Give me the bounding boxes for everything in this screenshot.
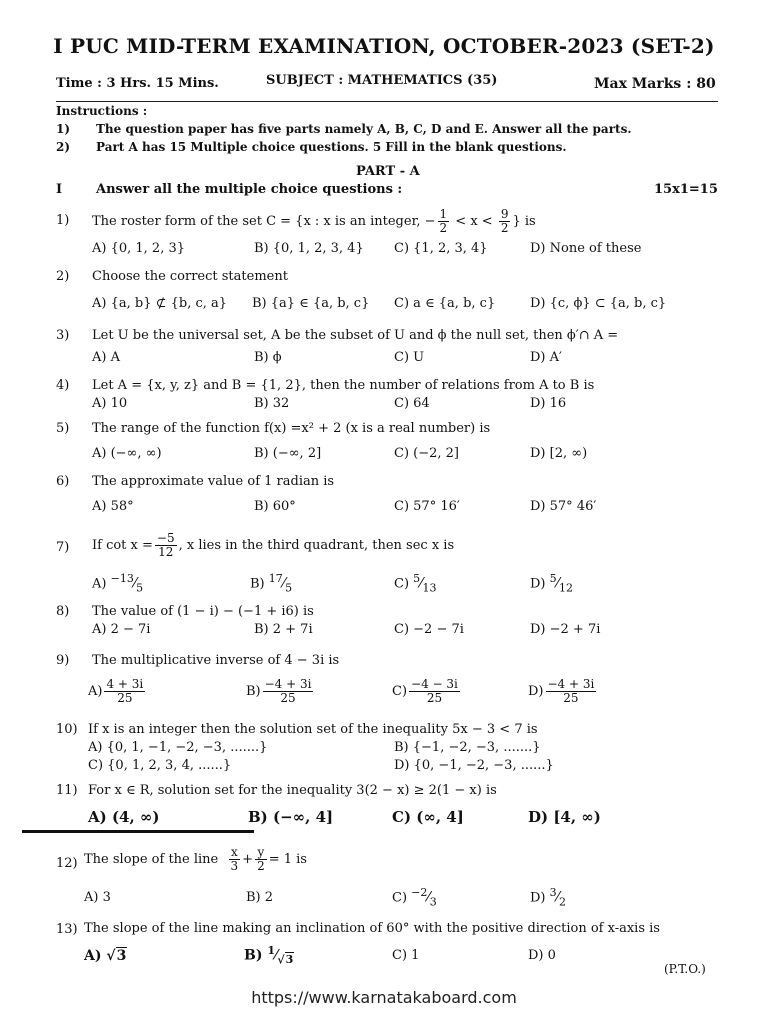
option-a: A) 10: [92, 396, 128, 411]
section-instruction: Answer all the multiple choice questions :: [96, 182, 403, 197]
part-title: PART - A: [356, 164, 420, 179]
option-c: C) 57° 16′: [394, 499, 460, 514]
question-text: The range of the function f(x) =x² + 2 (x is a real number) is: [92, 421, 491, 436]
question-text: The slope of the line $\frac{x}{3}$ + $\frac{y}{2}$ = 1 is: [84, 845, 307, 873]
question-text: The approximate value of 1 radian is: [92, 474, 335, 489]
instruction-text: Part A has 15 Multiple choice questions. 5 Fill in the blank questions.: [96, 140, 567, 154]
option-d: D) {c, ϕ} ⊂ {a, b, c}: [530, 296, 667, 311]
fraction: $\frac{-4 + 3i}{25}$: [264, 677, 312, 705]
option-c: C) $^{-2}⁄_3$: [392, 886, 437, 909]
option-c: C) $^5⁄_{13}$: [394, 572, 437, 595]
option-b: B) 2 + 7i: [254, 622, 313, 637]
option-d: D) {0, −1, −2, −3, ......}: [394, 758, 554, 773]
option-a: A) A: [92, 350, 120, 365]
option-d: D) $^5⁄_{12}$: [530, 572, 573, 595]
option-c: C) {1, 2, 3, 4}: [394, 241, 488, 256]
exam-title: I PUC MID-TERM EXAMINATION, OCTOBER-2023 (SET-2): [53, 34, 715, 58]
option-b: B) (−∞, 2]: [254, 446, 322, 461]
option-b: B) {−1, −2, −3, .......}: [394, 740, 541, 755]
option-d: D) −2 + 7i: [530, 622, 601, 637]
please-turn-over: (P.T.O.): [664, 962, 706, 976]
option-b: B) ϕ: [254, 350, 282, 365]
option-c: C) U: [394, 350, 425, 365]
question-text: If x is an integer then the solution set of the inequality 5x − 3 < 7 is: [88, 722, 538, 737]
question-text: Choose the correct statement: [92, 269, 288, 284]
question-number: 1): [56, 213, 70, 228]
question-number: 7): [56, 540, 70, 555]
option-a: A) (4, ∞): [88, 808, 160, 826]
option-d: D) $^3⁄_2$: [530, 886, 566, 909]
option-c: C) a ∈ {a, b, c}: [394, 296, 496, 311]
question-text: For x ∈ R, solution set for the inequality 3(2 − x) ≥ 2(1 − x) is: [88, 783, 497, 798]
option-b: B) $^1⁄_{√3}$: [244, 944, 294, 967]
option-c: C) $\frac{-4 - 3i}{25}$: [392, 677, 458, 705]
instruction-num: 1): [56, 122, 71, 136]
fraction: $\frac{-5}{12}$: [156, 531, 175, 559]
header-divider: [56, 101, 718, 102]
fraction: $\frac{-4 - 3i}{25}$: [411, 677, 458, 705]
footer-url: https://www.karnatakaboard.com: [251, 988, 517, 1007]
question-number: 3): [56, 328, 70, 343]
question-number: 8): [56, 604, 70, 619]
option-b: B) {0, 1, 2, 3, 4}: [254, 241, 364, 256]
question-text: Let U be the universal set, A be the subset of U and ϕ the null set, then ϕ′∩ A =: [92, 328, 619, 343]
question-number: 2): [56, 269, 70, 284]
instruction-num: 2): [56, 140, 71, 154]
option-a: A) {0, 1, 2, 3}: [92, 241, 186, 256]
option-c: C) (∞, 4]: [392, 808, 464, 826]
question-text: The roster form of the set C = {x : x is an integer, − $\frac{1}{2}$ < x < $\frac{9}{2}$ } is: [92, 207, 536, 235]
option-a: A) 3: [84, 890, 111, 905]
option-a: A) (−∞, ∞): [92, 446, 162, 461]
instructions-heading: Instructions :: [56, 104, 148, 118]
option-a: A) {0, 1, −1, −2, −3, .......}: [88, 740, 268, 755]
question-number: 9): [56, 653, 70, 668]
question-number: 13): [56, 922, 78, 937]
option-c: C) −2 − 7i: [394, 622, 464, 637]
question-number: 12): [56, 856, 78, 871]
question-text: Let A = {x, y, z} and B = {1, 2}, then the number of relations from A to B is: [92, 378, 595, 393]
fraction: $\frac{-4 + 3i}{25}$: [547, 677, 595, 705]
instruction-text: The question paper has five parts namely A, B, C, D and E. Answer all the parts.: [96, 122, 632, 136]
fraction: $\frac{1}{2}$: [439, 207, 448, 235]
subject-label: SUBJECT : MATHEMATICS (35): [266, 73, 498, 88]
question-number: 10): [56, 722, 78, 737]
option-d: D) None of these: [530, 241, 642, 256]
question-text: The multiplicative inverse of 4 − 3i is: [92, 653, 340, 668]
question-text: The slope of the line making an inclination of 60° with the positive direction of x-axis is: [84, 921, 660, 936]
option-d: D) 0: [528, 948, 556, 963]
option-a: A) $\frac{4 + 3i}{25}$: [88, 677, 144, 705]
fraction: $\frac{9}{2}$: [500, 207, 509, 235]
option-c: C) 64: [394, 396, 430, 411]
option-a: A) 2 − 7i: [92, 622, 151, 637]
section-marks: 15x1=15: [654, 182, 718, 197]
section-number: I: [56, 182, 63, 197]
fraction: $\frac{x}{3}$: [230, 845, 239, 873]
question-text: The value of (1 − i) − (−1 + i6) is: [92, 604, 314, 619]
option-d: D) A′: [530, 350, 562, 365]
option-d: D) $\frac{-4 + 3i}{25}$: [528, 677, 595, 705]
question-number: 4): [56, 378, 70, 393]
option-b: B) 32: [254, 396, 290, 411]
option-b: B) 2: [246, 890, 274, 905]
option-c: C) (−2, 2]: [394, 446, 459, 461]
option-d: D) [4, ∞): [528, 808, 601, 826]
question-number: 11): [56, 783, 78, 798]
option-a: A) {a, b} ⊄ {b, c, a}: [92, 296, 228, 311]
option-b: B) $^{17}⁄_5$: [250, 572, 293, 595]
option-b: B) $\frac{-4 + 3i}{25}$: [246, 677, 312, 705]
option-c: C) 1: [392, 948, 420, 963]
option-b: B) 60°: [254, 499, 296, 514]
option-b: B) {a} ∈ {a, b, c}: [252, 296, 370, 311]
fraction: $\frac{4 + 3i}{25}$: [106, 677, 144, 705]
max-marks-label: Max Marks : 80: [594, 76, 716, 92]
question-number: 6): [56, 474, 70, 489]
option-a: A) √3: [84, 948, 127, 964]
option-d: D) 57° 46′: [530, 499, 597, 514]
fraction: $\frac{y}{2}$: [257, 845, 265, 873]
option-d: D) [2, ∞): [530, 446, 588, 461]
option-c: C) {0, 1, 2, 3, 4, ......}: [88, 758, 232, 773]
option-d: D) 16: [530, 396, 567, 411]
option-a: A) $^{-13}⁄_5$: [92, 572, 144, 595]
time-label: Time : 3 Hrs. 15 Mins.: [56, 76, 219, 91]
question-text: If cot x = $\frac{-5}{12}$ , x lies in the third quadrant, then sec x is: [92, 531, 455, 559]
question-number: 5): [56, 421, 70, 436]
option-b: B) (−∞, 4]: [248, 808, 334, 826]
separator-rule: [22, 830, 254, 833]
option-a: A) 58°: [92, 499, 134, 514]
